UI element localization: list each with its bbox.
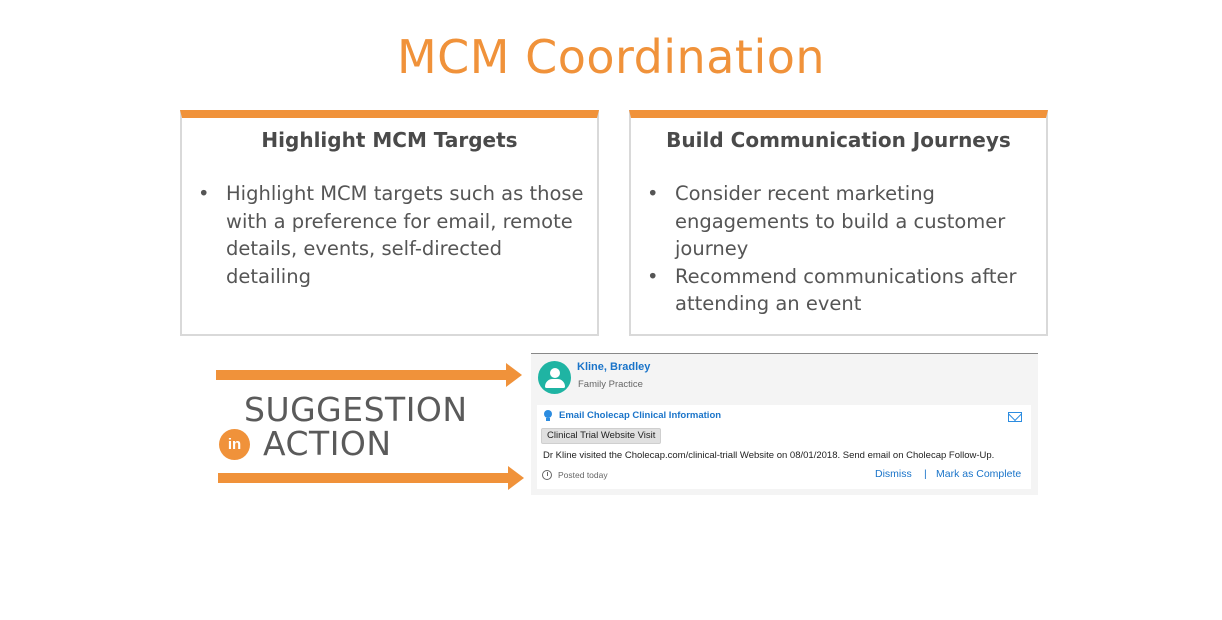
- mark-complete-button[interactable]: Mark as Complete: [936, 468, 1022, 480]
- suggestion-detail: [537, 405, 1031, 489]
- arrow-right-icon: [218, 473, 510, 483]
- reason-chip: Clinical Trial Website Visit: [541, 428, 661, 444]
- suggestion-title-link[interactable]: Email Cholecap Clinical Information: [559, 410, 722, 421]
- suggestion-label: SUGGESTION: [244, 390, 468, 429]
- bullet-item: • Consider recent marketing engagements to build a customer journey: [647, 180, 1036, 263]
- lightbulb-icon: [543, 410, 553, 422]
- bullet-item: • Recommend communications after attending an event: [647, 263, 1036, 318]
- bullet-list: [182, 180, 597, 290]
- panel-heading: Highlight MCM Targets: [261, 128, 518, 152]
- dismiss-button[interactable]: Dismiss: [875, 468, 912, 480]
- in-badge: in: [219, 429, 250, 460]
- clock-icon: [542, 470, 552, 480]
- envelope-icon[interactable]: [1008, 412, 1022, 422]
- bullet-list: [631, 180, 1046, 318]
- panel-heading: Build Communication Journeys: [666, 128, 1011, 152]
- bullet-item: • Highlight MCM targets such as those with a preference for email, remote details, events, self-directed detailing: [198, 180, 587, 290]
- action-separator: |: [924, 468, 927, 480]
- page-title: MCM Coordination: [396, 30, 826, 84]
- account-specialty: Family Practice: [578, 379, 643, 390]
- avatar-doctor-icon: [538, 361, 571, 394]
- account-name-link[interactable]: Kline, Bradley: [577, 361, 651, 373]
- posted-timestamp: Posted today: [558, 470, 608, 480]
- action-label: ACTION: [263, 424, 392, 463]
- communication-journeys-panel: [629, 110, 1048, 336]
- highlight-targets-panel: [180, 110, 599, 336]
- arrow-right-icon: [216, 370, 508, 380]
- suggestion-card: [531, 353, 1038, 495]
- suggestion-description: Dr Kline visited the Cholecap.com/clinical-triall Website on 08/01/2018. Send email on Cholecap Follow-Up.: [543, 450, 995, 461]
